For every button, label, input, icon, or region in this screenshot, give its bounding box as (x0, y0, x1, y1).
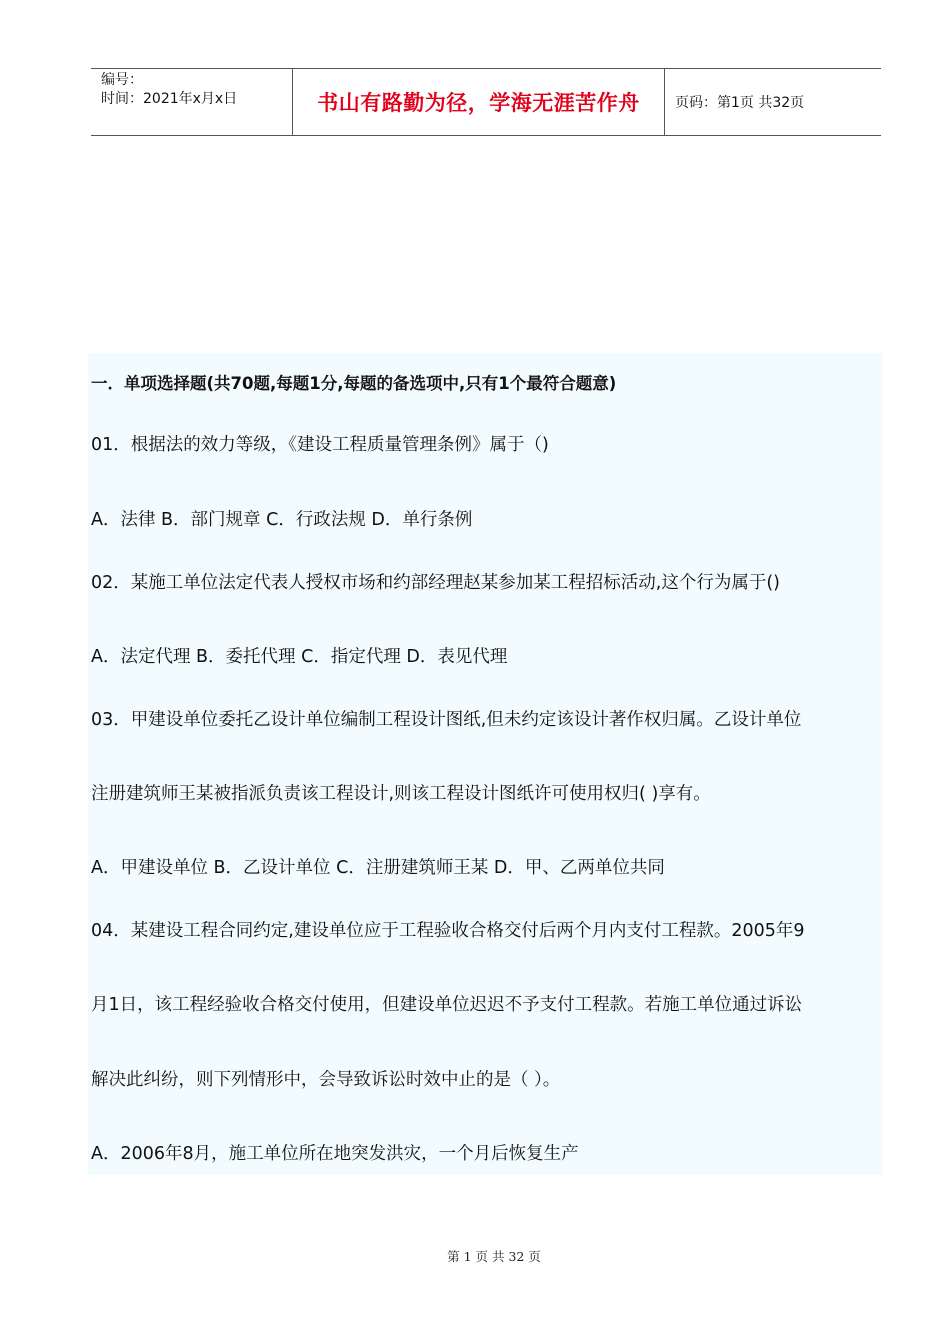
answer-options: A．法定代理 B．委托代理 C．指定代理 D．表见代理 (91, 647, 508, 667)
time-label: 时间：2021年x月x日 (101, 91, 238, 107)
page-number-label: 页码：第1页 共32页 (675, 95, 805, 111)
question-line: 01．根据法的效力等级，《建设工程质量管理条例》属于（) (91, 435, 549, 455)
answer-options: A．2006年8月，施工单位所在地突发洪灾，一个月后恢复生产 (91, 1144, 579, 1164)
question-content (88, 353, 882, 1175)
header-page-cell (665, 69, 881, 135)
question-line: 解决此纠纷，则下列情形中，会导致诉讼时效中止的是（ ）。 (91, 1070, 561, 1090)
header-meta-cell (91, 69, 293, 135)
question-line: 02．某施工单位法定代表人授权市场和约部经理赵某参加某工程招标活动,这个行为属于() (91, 573, 780, 593)
number-label: 编号： (101, 72, 143, 88)
answer-options: A．法律 B．部门规章 C．行政法规 D．单行条例 (91, 510, 473, 530)
section-heading: 一．单项选择题(共70题,每题1分,每题的备选项中,只有1个最符合题意) (91, 374, 617, 393)
answer-options: A．甲建设单位 B．乙设计单位 C．注册建筑师王某 D．甲、乙两单位共同 (91, 858, 665, 878)
header-motto-cell (293, 69, 665, 135)
question-line: 月1日，该工程经验收合格交付使用，但建设单位迟迟不予支付工程款。若施工单位通过诉讼 (91, 995, 803, 1015)
motto-text: 书山有路勤为径，学海无涯苦作舟 (317, 91, 640, 115)
document-header (91, 68, 881, 136)
question-line: 03．甲建设单位委托乙设计单位编制工程设计图纸,但未约定该设计著作权归属。乙设计单位 (91, 710, 802, 730)
page-footer: 第 1 页 共 32 页 (447, 1249, 541, 1264)
question-line: 04．某建设工程合同约定,建设单位应于工程验收合格交付后两个月内支付工程款。2005年9 (91, 921, 805, 941)
question-line: 注册建筑师王某被指派负责该工程设计,则该工程设计图纸许可使用权归( )享有。 (91, 784, 711, 804)
